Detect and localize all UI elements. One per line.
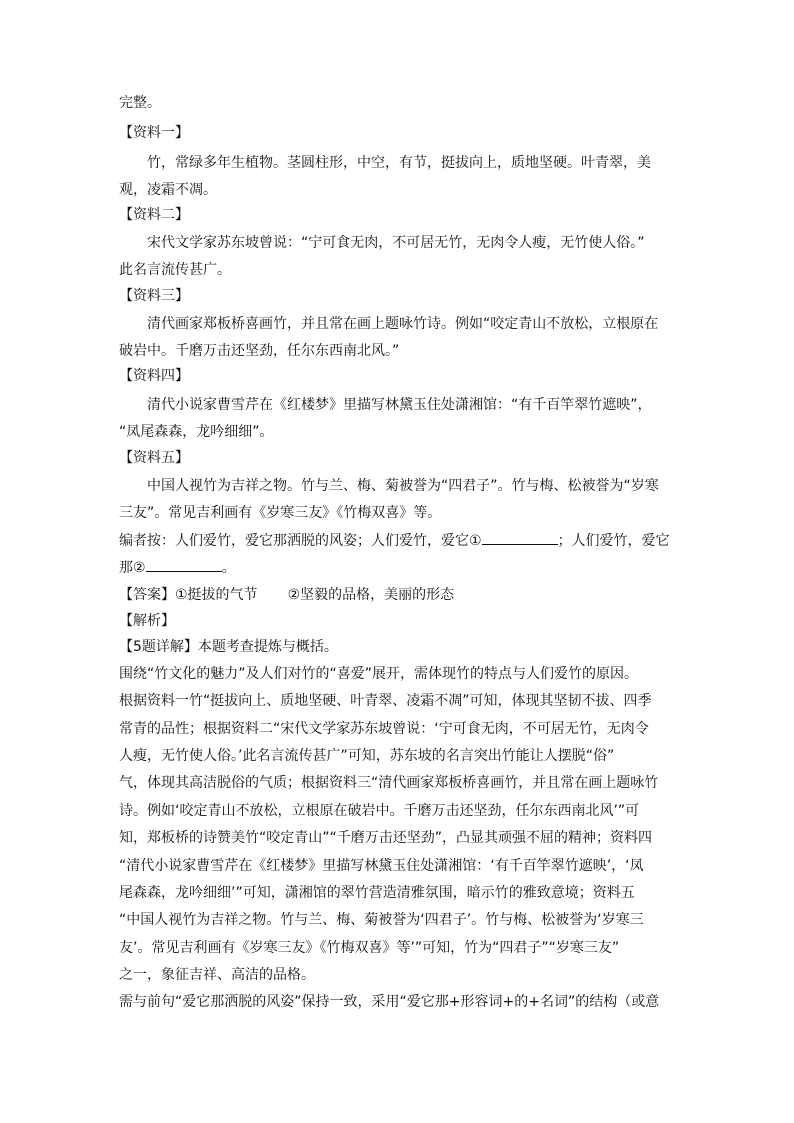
- section-heading-3: 【资料三】: [119, 288, 189, 304]
- text-line: 人瘦，无竹使人俗。’此名言流传甚广”可知，苏东坡的名言突出竹能让人摆脱“俗”: [119, 748, 615, 764]
- section-heading-4: 【资料四】: [119, 368, 189, 384]
- text-line: 诗。例如‘咬定青山不放松，立根原在破岩中。千磨万击还坚劲，任尔东西南北风’”可: [119, 803, 640, 819]
- answer-part-2: ②坚毅的品格，美丽的形态: [287, 587, 455, 603]
- text-line: 观，凌霜不凋。: [119, 182, 217, 198]
- text-line: 中国人视竹为吉祥之物。竹与兰、梅、菊被誉为“四君子”。竹与梅、松被誉为“岁寒: [147, 478, 659, 494]
- text-line: 清代画家郑板桥喜画竹，并且常在画上题咏竹诗。例如“咬定青山不放松，立根原在: [147, 316, 659, 332]
- text-line: 知，郑板桥的诗赞美竹“咬定青山”“千磨万击还坚劲”，凸显其顽强不屈的精神；资料四: [119, 830, 653, 846]
- editor-note-line: [119, 557, 236, 578]
- text-line: 三友”。常见吉利画有《岁寒三友》《竹梅双喜》等。: [119, 505, 442, 521]
- text-line: 气，体现其高洁脱俗的气质；根据资料三“清代画家郑板桥喜画竹，并且常在画上题咏竹: [119, 775, 659, 791]
- editor-note-line: [119, 530, 670, 551]
- analysis-heading: 【解析】: [119, 613, 175, 629]
- text-line: 友’。常见吉利画有《岁寒三友》《竹梅双喜》等’”可知，竹为“四君子”“岁寒三友”: [119, 940, 620, 956]
- text-line: 清代小说家曹雪芹在《红楼梦》里描写林黛玉住处潇湘馆：“有千百竿翠竹遮映”，: [147, 397, 652, 413]
- text-line: 之一，象征吉祥、高洁的品格。: [119, 967, 315, 983]
- text-line: 宋代文学家苏东坡曾说：“宁可食无肉，不可居无竹，无肉令人瘦，无竹使人俗。”: [147, 235, 645, 251]
- text-line: 此名言流传甚广。: [119, 262, 231, 278]
- editor-note-text: 编者按：人们爱竹，爱它那洒脱的风姿；人们爱竹，爱它①: [119, 533, 482, 549]
- editor-note-text: ；人们爱竹，爱它: [557, 533, 670, 549]
- text-line: 根据资料一竹“挺拔向上、质地坚硬、叶青翠、凌霜不凋”可知，体现其坚韧不拔、四季: [119, 693, 652, 709]
- answer-line: [119, 585, 454, 605]
- editor-note-text: 那②: [119, 560, 146, 576]
- text-line: 尾森森，龙吟细细’”可知，潇湘馆的翠竹营造清雅氛围，暗示竹的雅致意境；资料五: [119, 885, 635, 901]
- text-line: 竹，常绿多年生植物。茎圆柱形，中空，有节，挺拔向上，质地坚硬。叶青翠，美: [147, 155, 651, 171]
- answer-part-1: 【答案】①挺拔的气节: [119, 587, 258, 603]
- answer-blank-1: [482, 530, 558, 545]
- section-heading-1: 【资料一】: [119, 125, 189, 141]
- editor-note-text: 。: [221, 560, 236, 576]
- text-line: 破岩中。千磨万击还坚劲，任尔东西南北风。”: [119, 343, 400, 359]
- text-line: 围绕“竹文化的魅力”及人们对竹的“喜爱”展开，需体现竹的特点与人们爱竹的原因。: [119, 666, 639, 682]
- text-line: 完整。: [119, 95, 161, 111]
- text-line: 常青的品性；根据资料二“宋代文学家苏东坡曾说：‘宁可食无肉，不可居无竹，无肉令: [119, 721, 649, 737]
- text-line: “凤尾森森，龙吟细细”。: [119, 424, 274, 440]
- detail-heading: 【5题详解】本题考查提炼与概括。: [119, 639, 338, 655]
- answer-blank-2: [146, 557, 222, 572]
- section-heading-2: 【资料二】: [119, 207, 189, 223]
- text-line: 需与前句“爱它那洒脱的风姿”保持一致，采用“爱它那+形容词+的+名词”的结构（或意: [119, 994, 660, 1010]
- text-line: “清代小说家曹雪芹在《红楼梦》里描写林黛玉住处潇湘馆：‘有千百竿翠竹遮映’，‘凤: [119, 858, 644, 874]
- text-line: “中国人视竹为吉祥之物。竹与兰、梅、菊被誉为‘四君子’。竹与梅、松被誉为‘岁寒三: [119, 912, 644, 928]
- section-heading-5: 【资料五】: [119, 450, 189, 466]
